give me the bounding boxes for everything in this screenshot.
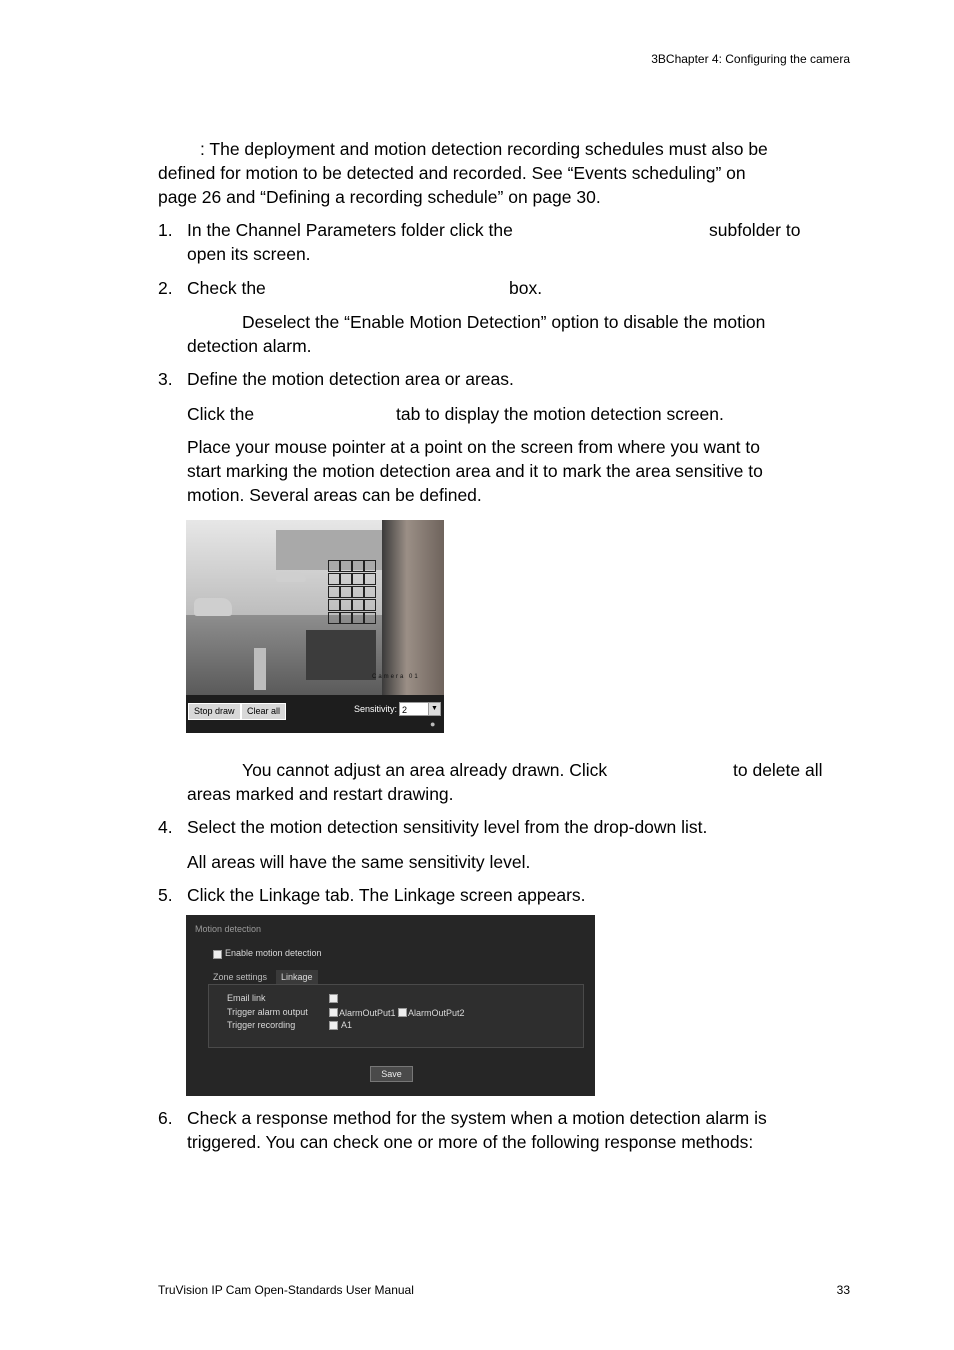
motion-grid-cell [340, 573, 352, 585]
step-text: All areas will have the same sensitivity level. [187, 852, 531, 872]
motion-grid-cell [364, 560, 376, 572]
note-line: You cannot adjust an area already drawn. Click [242, 760, 608, 780]
trigger-alarm-label: Trigger alarm output [227, 1007, 308, 1017]
motion-grid-cell [328, 573, 340, 585]
enable-motion-checkbox[interactable] [213, 950, 222, 959]
email-link-checkbox[interactable] [329, 994, 338, 1003]
alarm-out2-label: AlarmOutPut2 [408, 1008, 465, 1018]
step-number: 1. [158, 220, 173, 240]
step-text: Define the motion detection area or areas. [187, 369, 514, 389]
note-line: page 26 and “Defining a recording schedule” on page 30. [158, 187, 601, 207]
step-text: In the Channel Parameters folder click the [187, 220, 513, 240]
step-text: Check a response method for the system when a motion detection alarm is [187, 1108, 767, 1128]
camera-car [276, 572, 306, 582]
save-button[interactable]: Save [370, 1066, 413, 1082]
motion-grid-cell [352, 612, 364, 624]
motion-grid-cell [340, 599, 352, 611]
motion-grid-cell [364, 573, 376, 585]
step-text: Click the [187, 404, 255, 424]
motion-grid-cell [328, 586, 340, 598]
sensitivity-value: 2 [402, 705, 408, 715]
step-number: 3. [158, 369, 173, 389]
alarm-out1-checkbox[interactable] [329, 1008, 338, 1017]
alarm-out2-checkbox[interactable] [398, 1008, 407, 1017]
motion-grid-cell [364, 612, 376, 624]
tab-linkage[interactable]: Linkage [276, 970, 318, 984]
camera-car [194, 598, 232, 616]
motion-grid-cell [328, 612, 340, 624]
motion-grid-cell [352, 599, 364, 611]
stop-draw-button[interactable]: Stop draw [188, 703, 241, 720]
chevron-down-icon[interactable]: ▼ [428, 703, 440, 715]
step-text: motion. Several areas can be defined. [187, 485, 482, 505]
step-text: box. [509, 278, 543, 298]
trigger-recording-label: Trigger recording [227, 1020, 296, 1030]
motion-grid-cell [328, 560, 340, 572]
step-number: 6. [158, 1108, 173, 1128]
step-text: triggered. You can check one or more of the following response methods: [187, 1132, 754, 1152]
step-text: subfolder to [709, 220, 801, 240]
motion-grid-cell [340, 586, 352, 598]
motion-grid-cell [352, 573, 364, 585]
step-number: 2. [158, 278, 173, 298]
a1-checkbox[interactable] [329, 1021, 338, 1030]
step-text: start marking the motion detection area and it to mark the area sensitive to [187, 461, 763, 481]
note-line: detection alarm. [187, 336, 312, 356]
tab-zone-settings[interactable]: Zone settings [213, 972, 268, 982]
alarm-out1-label: AlarmOutPut1 [339, 1008, 396, 1018]
motion-grid-cell [340, 612, 352, 624]
sensitivity-select[interactable] [399, 702, 441, 716]
lightbulb-icon: ● [430, 719, 436, 729]
motion-grid-cell [352, 560, 364, 572]
camera-post [254, 648, 266, 690]
note-line: Deselect the “Enable Motion Detection” option to disable the motion [242, 312, 766, 332]
step-text: Place your mouse pointer at a point on the screen from where you want to [187, 437, 760, 457]
step-text: Check the [187, 278, 266, 298]
motion-grid-cell [364, 586, 376, 598]
clear-all-button[interactable]: Clear all [241, 703, 286, 720]
note-line: to delete all [733, 760, 823, 780]
camera-foreground-building [382, 520, 444, 695]
step-number: 5. [158, 885, 173, 905]
step-text: tab to display the motion detection screen. [396, 404, 724, 424]
step-text: Select the motion detection sensitivity level from the drop-down list. [187, 817, 708, 837]
motion-grid-cell [340, 560, 352, 572]
page-number: 33 [836, 1283, 850, 1297]
panel-title: Motion detection [195, 924, 262, 934]
email-link-label: Email link [227, 993, 266, 1003]
step-number: 4. [158, 817, 173, 837]
camera-shrubs [306, 630, 376, 680]
motion-grid-cell [364, 599, 376, 611]
step-text: Click the Linkage tab. The Linkage screen appears. [187, 885, 586, 905]
note-line: areas marked and restart drawing. [187, 784, 454, 804]
running-header: 3BChapter 4: Configuring the camera [651, 52, 850, 66]
step-text: open its screen. [187, 244, 311, 264]
motion-grid-cell [328, 599, 340, 611]
camera-osd-label: Camera 01 [372, 674, 420, 680]
motion-detection-camera-screenshot [186, 520, 444, 733]
a1-label: A1 [341, 1020, 353, 1030]
motion-detection-grid [328, 560, 376, 626]
footer-manual-title: TruVision IP Cam Open-Standards User Manual [158, 1283, 414, 1297]
linkage-screenshot [186, 915, 595, 1096]
motion-grid-cell [352, 586, 364, 598]
note-line: : The deployment and motion detection recording schedules must also be [200, 139, 768, 159]
sensitivity-label: Sensitivity: [354, 704, 398, 714]
enable-motion-label: Enable motion detection [225, 948, 322, 958]
note-line: defined for motion to be detected and recorded. See “Events scheduling” on [158, 163, 746, 183]
